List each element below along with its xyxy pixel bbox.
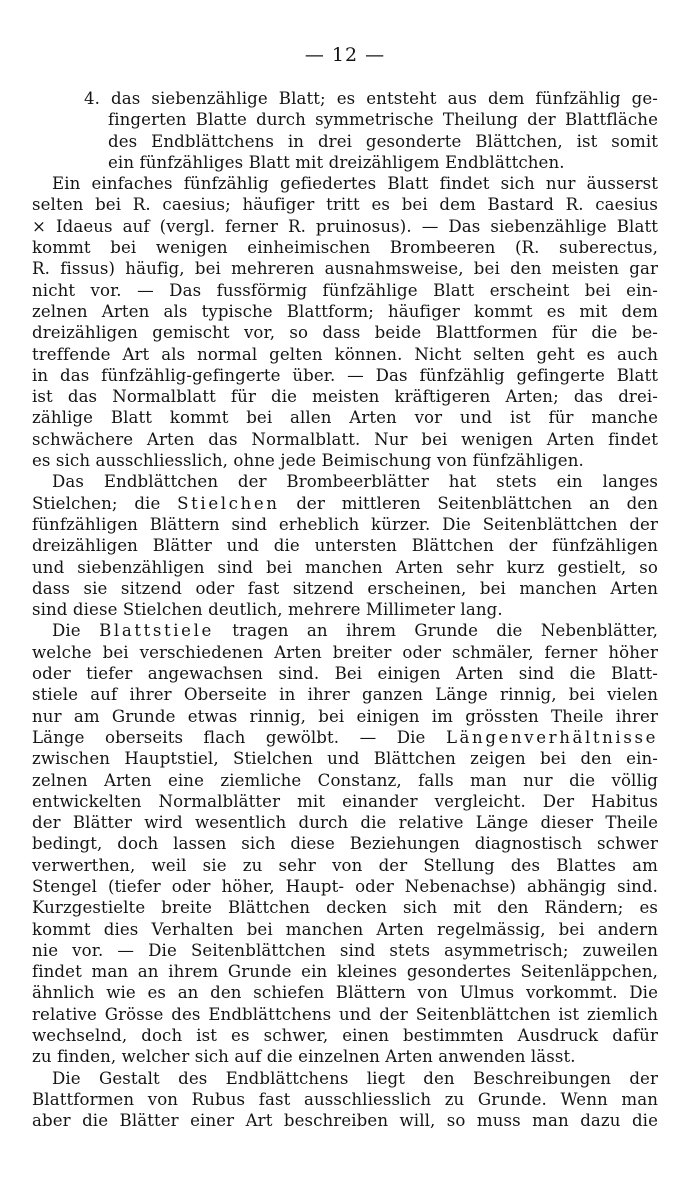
- paragraph-line: schwächere Arten das Normalblatt. Nur bei wenigen Arten findet: [32, 429, 658, 449]
- text-run: tragen an ihrem Grunde die Nebenblätter,: [213, 621, 658, 641]
- text-run: Länge oberseits flach gewölbt. — Die: [32, 727, 446, 747]
- paragraph-line: nie vor. — Die Seitenblättchen sind stets asymmetrisch; zuweilen: [32, 940, 658, 960]
- paragraph-line: Kurzgestielte breite Blättchen decken sich mit den Rändern; es: [32, 898, 658, 918]
- paragraph-line: ist das Normalblatt für die meisten kräftigeren Arten; das drei-: [32, 387, 658, 407]
- list-item-line: 4. das siebenzählige Blatt; es entsteht aus dem fünfzählig ge-: [84, 89, 658, 108]
- paragraph-line: und siebenzähligen sind bei manchen Arten sehr kurz gestielt, so: [32, 557, 658, 577]
- emphasized-term: Stielchen: [177, 493, 280, 513]
- paragraph-line: zählige Blatt kommt bei allen Arten vor und ist für manche: [32, 408, 658, 428]
- paragraph-line: Die Gestalt des Endblättchens liegt den Beschreibungen der: [52, 1068, 658, 1088]
- paragraph-line: zelnen Arten eine ziemliche Constanz, falls man nur die völlig: [32, 770, 658, 790]
- paragraph-line: aber die Blätter einer Art beschreiben will, so muss man dazu die: [32, 1111, 658, 1131]
- paragraph-line: stiele auf ihrer Oberseite in ihrer ganzen Länge rinnig, bei vielen: [32, 685, 658, 705]
- paragraph-line: verwerthen, weil sie zu sehr von der Stellung des Blattes am: [32, 855, 658, 875]
- paragraph-line: welche bei verschiedenen Arten breiter oder schmäler, ferner höher: [32, 642, 658, 662]
- paragraph-line: nur am Grunde etwas rinnig, bei einigen im grössten Theile ihrer: [32, 706, 658, 726]
- paragraph-line: Das Endblättchen der Brombeerblätter hat stets ein langes: [52, 472, 658, 492]
- paragraph-line: Ein einfaches fünfzählig gefiedertes Blatt findet sich nur äusserst: [52, 174, 658, 194]
- paragraph-line: dreizähligen gemischt vor, so dass beide Blattformen für die be-: [32, 323, 658, 343]
- emphasized-term: Längenverhältnisse: [445, 727, 658, 747]
- paragraph-line: [32, 493, 658, 514]
- paragraph-line: × Idaeus auf (vergl. ferner R. pruinosus). — Das siebenzählige Blatt: [32, 216, 658, 236]
- paragraph-line: ähnlich wie es an den schiefen Blättern von Ulmus vorkommt. Die: [32, 983, 658, 1003]
- text-run: Stielchen; die: [32, 493, 178, 513]
- list-item-line: des Endblättchens in drei gesonderte Blättchen, ist somit: [108, 131, 658, 151]
- paragraph-line: nicht vor. — Das fussförmig fünfzählige Blatt erscheint bei ein-: [32, 280, 658, 300]
- paragraph-line: [32, 620, 658, 641]
- paragraph-line: treffende Art als normal gelten können. Nicht selten geht es auch: [32, 344, 658, 364]
- paragraph-line: fünfzähligen Blättern sind erheblich kürzer. Die Seitenblättchen der: [32, 514, 658, 534]
- text-run: der mittleren Seitenblättchen an den: [279, 493, 658, 513]
- list-item-line: fingerten Blatte durch symmetrische Theilung der Blattfläche: [108, 110, 658, 130]
- paragraph-line: kommt dies Verhalten bei manchen Arten regelmässig, bei andern: [32, 919, 658, 939]
- paragraph-line: zelnen Arten als typische Blattform; häufiger kommt es mit dem: [32, 301, 658, 321]
- paragraph-line: relative Grösse des Endblättchens und der Seitenblättchen ist ziemlich: [32, 1004, 658, 1024]
- paragraph-line: oder tiefer angewachsen sind. Bei einigen Arten sind die Blatt-: [32, 664, 658, 684]
- paragraph-line: der Blätter wird wesentlich durch die relative Länge dieser Theile: [32, 813, 658, 833]
- paragraph-line: dass sie sitzend oder fast sitzend erscheinen, bei manchen Arten: [32, 578, 658, 598]
- paragraph-line: bedingt, doch lassen sich diese Beziehungen diagnostisch schwer: [32, 834, 658, 854]
- paragraph-line: zu finden, welcher sich auf die einzelnen Arten anwenden lässt.: [32, 1047, 576, 1067]
- paragraph-line: sind diese Stielchen deutlich, mehrere Millimeter lang.: [32, 600, 503, 620]
- paragraph-line: kommt bei wenigen einheimischen Brombeeren (R. suberectus,: [32, 238, 658, 258]
- paragraph-line: R. fissus) häufig, bei mehreren ausnahmsweise, bei den meisten gar: [32, 259, 658, 279]
- paragraph-line: dreizähligen Blätter und die untersten Blättchen der fünfzähligen: [32, 536, 658, 556]
- paragraph-line: es sich ausschliesslich, ohne jede Beimischung von fünfzähligen.: [32, 451, 584, 471]
- paragraph-line: selten bei R. caesius; häufiger tritt es bei dem Bastard R. caesius: [32, 195, 658, 215]
- paragraph-line: Blattformen von Rubus fast ausschliesslich zu Grunde. Wenn man: [32, 1089, 658, 1109]
- text-run: Die: [52, 621, 100, 641]
- paragraph-line: findet man an ihrem Grunde ein kleines gesondertes Seitenläppchen,: [32, 962, 658, 982]
- paragraph-line: wechselnd, doch ist es schwer, einen bestimmten Ausdruck dafür: [32, 1026, 658, 1046]
- page-number: — 12 —: [304, 44, 386, 66]
- list-item-line: ein fünfzähliges Blatt mit dreizähligem Endblättchen.: [108, 152, 565, 172]
- paragraph-line: zwischen Hauptstiel, Stielchen und Blättchen zeigen bei den ein-: [32, 749, 658, 769]
- body-text: [32, 88, 658, 1132]
- paragraph-line: in das fünfzählig-gefingerte über. — Das fünfzählig gefingerte Blatt: [32, 365, 658, 385]
- paragraph-line: entwickelten Normalblätter mit einander vergleicht. Der Habitus: [32, 791, 658, 811]
- paragraph-line: Stengel (tiefer oder höher, Haupt- oder Nebenachse) abhängig sind.: [32, 876, 658, 896]
- paragraph-line: [32, 727, 658, 748]
- emphasized-term: Blattstiele: [99, 621, 214, 641]
